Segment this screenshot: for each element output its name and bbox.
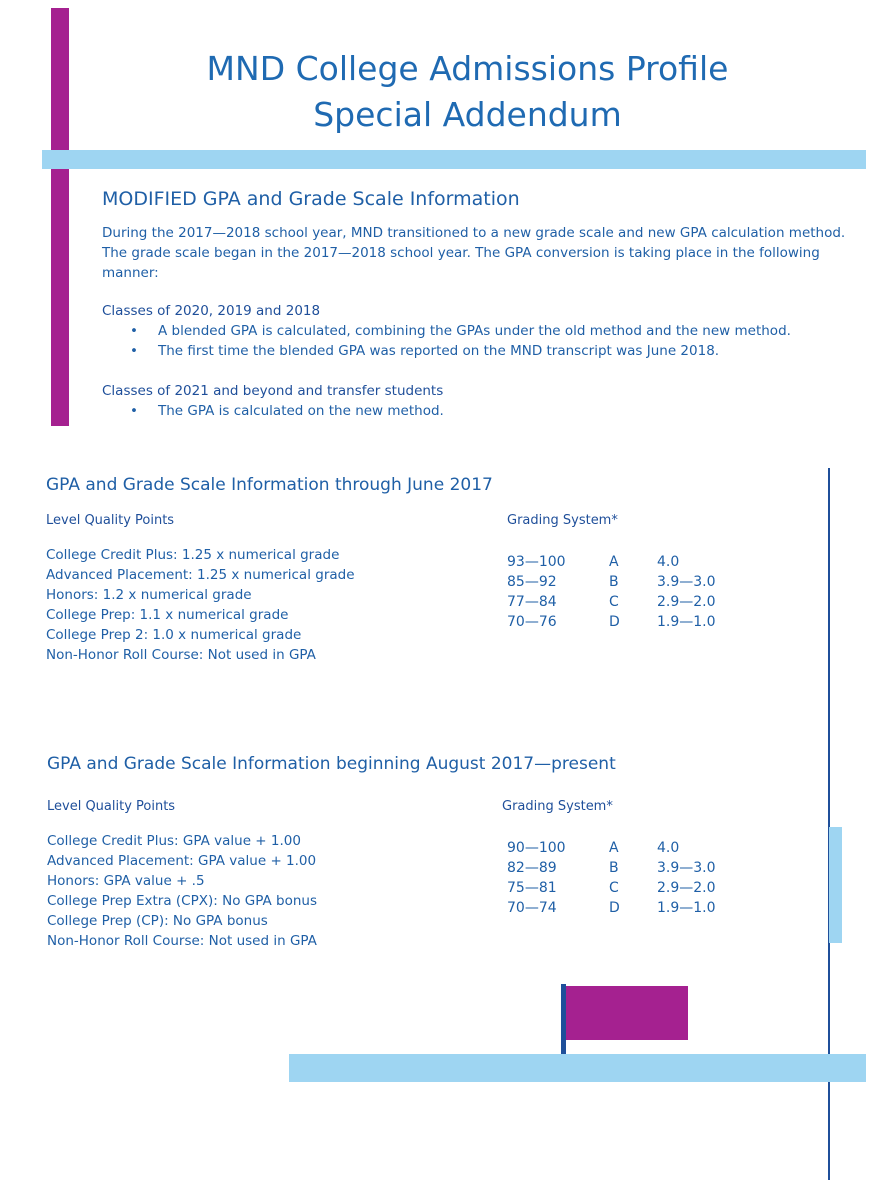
list-item: College Prep: 1.1 x numerical grade (46, 607, 289, 623)
table-row (507, 592, 716, 612)
grade-letter: A (609, 840, 619, 856)
list-item: Non-Honor Roll Course: Not used in GPA (47, 933, 317, 949)
list-item: Honors: GPA value + .5 (47, 873, 205, 889)
classes-2021-heading: Classes of 2021 and beyond and transfer students (102, 383, 444, 399)
list-item: College Prep 2: 1.0 x numerical grade (46, 627, 302, 643)
old-grading-heading: Grading System* (507, 513, 618, 528)
list-item: College Prep Extra (CPX): No GPA bonus (47, 893, 317, 909)
bottom-blue-band (289, 1054, 866, 1082)
bottom-navy-post (561, 984, 566, 1054)
table-row (507, 878, 716, 898)
bottom-purple-block (565, 986, 688, 1040)
classes-2020-heading: Classes of 2020, 2019 and 2018 (102, 303, 321, 319)
grade-range: 77—84 (507, 594, 557, 610)
grade-letter: D (609, 614, 620, 630)
grade-gpa: 2.9—2.0 (657, 880, 716, 896)
list-item: • The GPA is calculated on the new method. (102, 401, 862, 421)
grade-gpa: 3.9—3.0 (657, 574, 716, 590)
new-grading-table (507, 838, 716, 918)
grade-gpa: 2.9—2.0 (657, 594, 716, 610)
old-grading-table (507, 552, 716, 632)
grade-range: 70—76 (507, 614, 557, 630)
grade-gpa: 1.9—1.0 (657, 900, 716, 916)
modified-section (102, 223, 862, 421)
modified-paragraph: During the 2017—2018 school year, MND transitioned to a new grade scale and new GPA calculation method. The grade scale began in the 2017—2018 school year. The GPA conversion is taking place in the following manner: (102, 225, 846, 281)
list-item: Advanced Placement: GPA value + 1.00 (47, 853, 317, 869)
classes-2020-list (102, 321, 862, 361)
new-quality-list (47, 831, 317, 951)
list-item: • A blended GPA is calculated, combining the GPAs under the old method and the new method. (102, 321, 862, 341)
grade-range: 90—100 (507, 840, 566, 856)
list-item: Advanced Placement: 1.25 x numerical grade (46, 567, 355, 583)
grade-letter: A (609, 554, 619, 570)
table-row (507, 898, 716, 918)
table-row (507, 572, 716, 592)
top-blue-band (42, 150, 866, 169)
table-row (507, 838, 716, 858)
table-row (507, 858, 716, 878)
classes-2021-list (102, 401, 862, 421)
old-quality-list (46, 545, 355, 665)
grade-gpa: 1.9—1.0 (657, 614, 716, 630)
table-row (507, 612, 716, 632)
grade-letter: B (609, 574, 619, 590)
grade-range: 82—89 (507, 860, 557, 876)
new-scale-heading: GPA and Grade Scale Information beginning August 2017—present (47, 754, 616, 774)
grade-letter: B (609, 860, 619, 876)
grade-letter: C (609, 594, 619, 610)
grade-gpa: 3.9—3.0 (657, 860, 716, 876)
grade-range: 93—100 (507, 554, 566, 570)
list-item: College Credit Plus: GPA value + 1.00 (47, 833, 301, 849)
list-item: • The first time the blended GPA was reported on the MND transcript was June 2018. (102, 341, 862, 361)
modified-heading: MODIFIED GPA and Grade Scale Information (102, 188, 520, 210)
list-item: Non-Honor Roll Course: Not used in GPA (46, 647, 316, 663)
grade-gpa: 4.0 (657, 840, 680, 856)
title-line-1: MND College Admissions Profile (206, 49, 729, 88)
new-grading-heading: Grading System* (502, 799, 613, 814)
grade-range: 75—81 (507, 880, 557, 896)
grade-letter: C (609, 880, 619, 896)
list-item: College Credit Plus: 1.25 x numerical grade (46, 547, 340, 563)
page-title (0, 46, 890, 138)
grade-letter: D (609, 900, 620, 916)
right-blue-bar (829, 827, 842, 943)
old-quality-heading: Level Quality Points (46, 513, 175, 528)
list-item: Honors: 1.2 x numerical grade (46, 587, 252, 603)
table-row (507, 552, 716, 572)
list-item: College Prep (CP): No GPA bonus (47, 913, 268, 929)
old-scale-heading: GPA and Grade Scale Information through June 2017 (46, 475, 493, 495)
grade-gpa: 4.0 (657, 554, 680, 570)
title-line-2: Special Addendum (313, 95, 622, 134)
grade-range: 70—74 (507, 900, 557, 916)
new-quality-heading: Level Quality Points (47, 799, 176, 814)
grade-range: 85—92 (507, 574, 557, 590)
